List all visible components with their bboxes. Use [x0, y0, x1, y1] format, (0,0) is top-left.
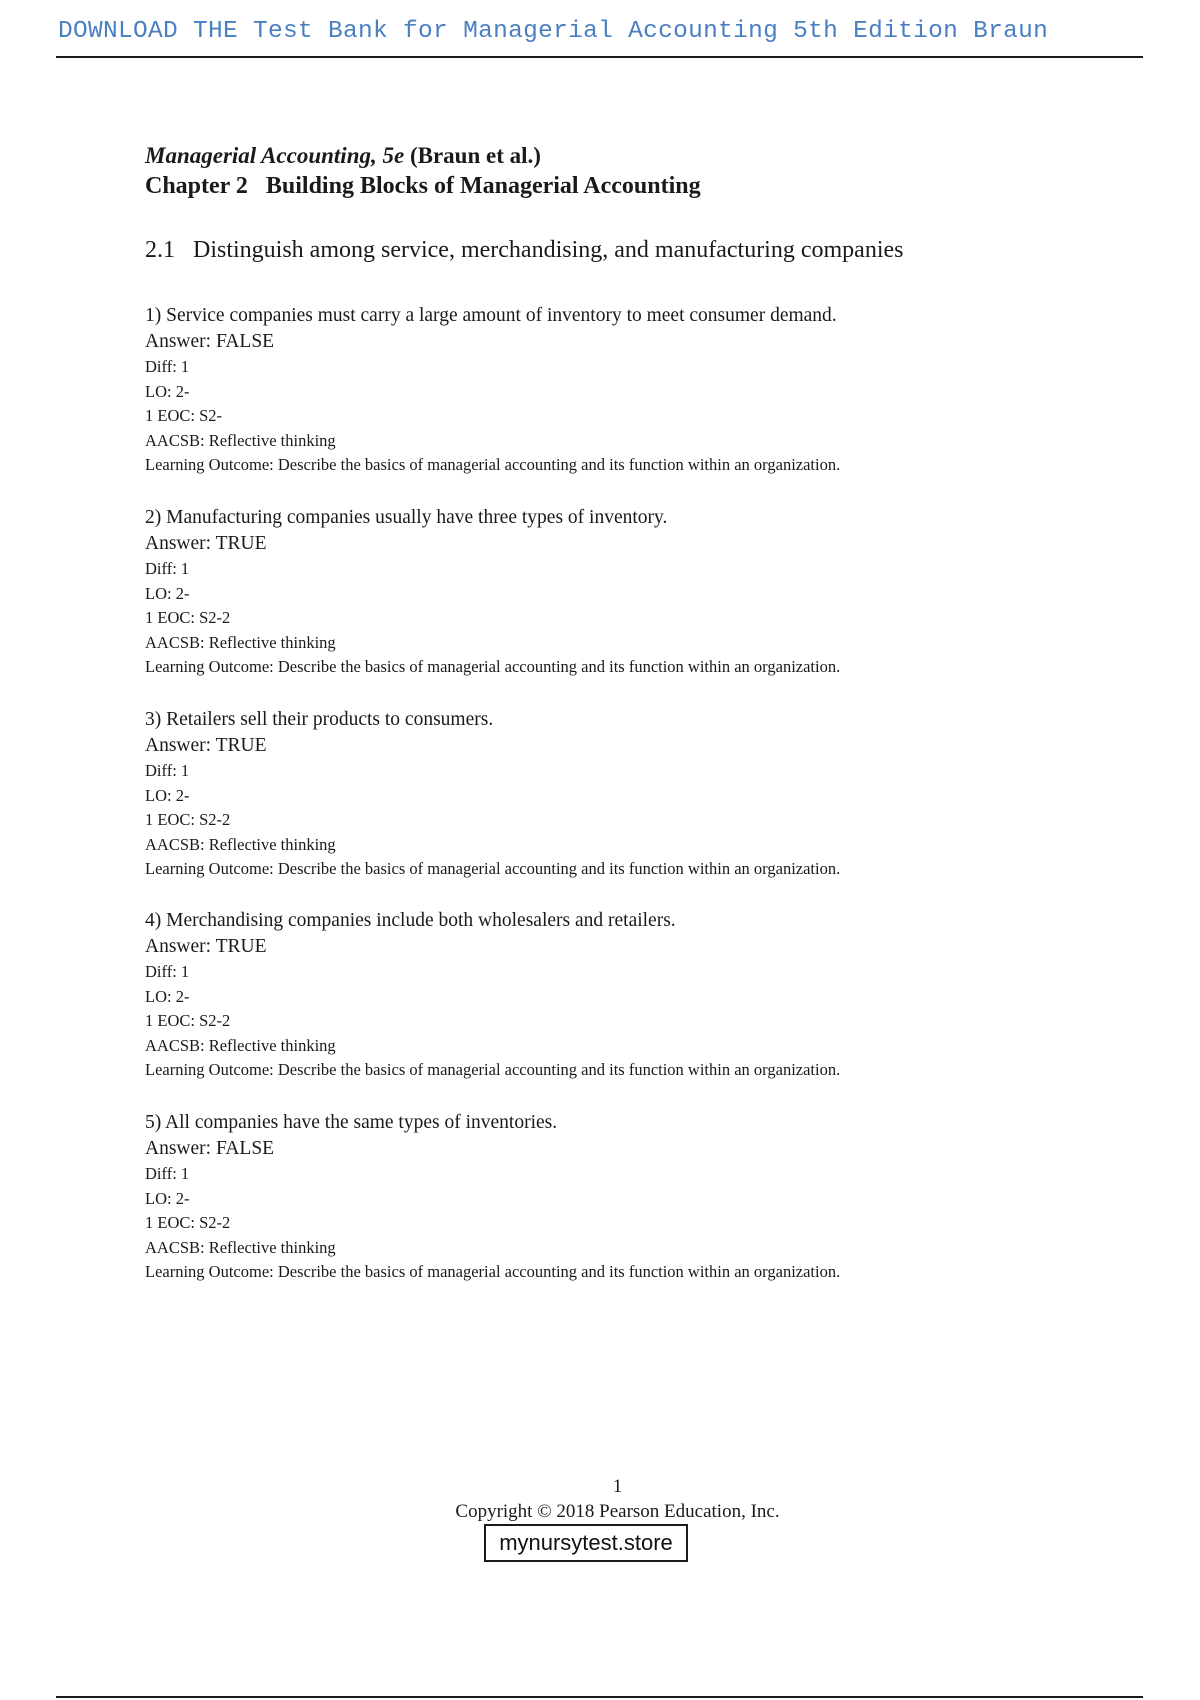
learning-outcome: Learning Outcome: Describe the basics of managerial accounting and its function within an organization. — [145, 657, 841, 676]
question-text: 1) Service companies must carry a large amount of inventory to meet consumer demand. — [145, 305, 837, 326]
difficulty: Diff: 1 — [145, 559, 190, 578]
learning-outcome: Learning Outcome: Describe the basics of managerial accounting and its function within an organization. — [145, 859, 841, 878]
download-banner: DOWNLOAD THE Test Bank for Managerial Accounting 5th Edition Braun — [58, 18, 1049, 45]
question-block — [145, 1110, 840, 1285]
eoc-reference: 1 EOC: S2-2 — [145, 1011, 231, 1030]
learning-objective: LO: 2- — [145, 583, 190, 603]
eoc-reference: 1 EOC: S2-2 — [145, 1213, 231, 1232]
question-block — [145, 505, 840, 680]
difficulty: Diff: 1 — [145, 1164, 190, 1183]
learning-outcome: Learning Outcome: Describe the basics of managerial accounting and its function within an organization. — [145, 1262, 841, 1281]
learning-objective: LO: 2- — [145, 785, 190, 805]
aacsb: AACSB: Reflective thinking — [145, 1237, 336, 1257]
section-heading — [145, 237, 903, 264]
page-number: 1 — [612, 1476, 623, 1497]
answer-text: Answer: TRUE — [145, 533, 267, 554]
aacsb: AACSB: Reflective thinking — [145, 1035, 336, 1055]
eoc-reference: 1 EOC: S2-2 — [145, 810, 231, 829]
answer-text: Answer: TRUE — [145, 735, 267, 756]
chapter-title: Chapter 2 Building Blocks of Managerial Accounting — [145, 173, 701, 199]
bottom-divider — [56, 1696, 1143, 1698]
section-title: Distinguish among service, merchandising, and manufacturing companies — [193, 237, 904, 263]
question-text: 3) Retailers sell their products to consumers. — [145, 709, 494, 730]
learning-outcome: Learning Outcome: Describe the basics of managerial accounting and its function within an organization. — [145, 455, 841, 474]
question-text: 2) Manufacturing companies usually have three types of inventory. — [145, 507, 668, 528]
eoc-reference: 1 EOC: S2- — [145, 406, 223, 425]
question-text: 5) All companies have the same types of inventories. — [145, 1112, 558, 1133]
top-divider — [56, 56, 1143, 58]
learning-objective: LO: 2- — [145, 381, 190, 401]
difficulty: Diff: 1 — [145, 962, 190, 981]
question-text: 4) Merchandising companies include both wholesalers and retailers. — [145, 910, 676, 931]
answer-text: Answer: FALSE — [145, 1138, 275, 1159]
learning-objective: LO: 2- — [145, 1188, 190, 1208]
copyright-notice: Copyright © 2018 Pearson Education, Inc. — [455, 1501, 780, 1522]
book-title — [145, 143, 541, 169]
aacsb: AACSB: Reflective thinking — [145, 430, 336, 450]
aacsb: AACSB: Reflective thinking — [145, 632, 336, 652]
learning-objective: LO: 2- — [145, 986, 190, 1006]
question-block — [145, 707, 840, 882]
question-block — [145, 908, 840, 1083]
answer-text: Answer: FALSE — [145, 331, 275, 352]
difficulty: Diff: 1 — [145, 761, 190, 780]
watermark-label: mynursytest.store — [484, 1524, 688, 1562]
eoc-reference: 1 EOC: S2-2 — [145, 608, 231, 627]
difficulty: Diff: 1 — [145, 357, 190, 376]
section-number: 2.1 — [145, 237, 175, 263]
book-title-authors: (Braun et al.) — [404, 143, 541, 168]
question-block — [145, 303, 840, 478]
aacsb: AACSB: Reflective thinking — [145, 834, 336, 854]
answer-text: Answer: TRUE — [145, 936, 267, 957]
book-title-italic: Managerial Accounting, 5e — [145, 143, 405, 168]
learning-outcome: Learning Outcome: Describe the basics of managerial accounting and its function within an organization. — [145, 1060, 841, 1079]
